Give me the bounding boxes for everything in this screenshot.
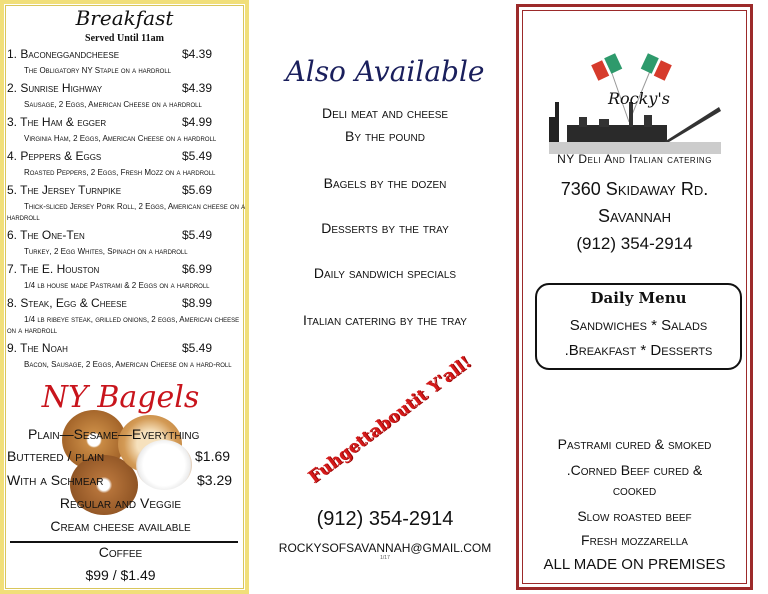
menu-item: [7, 227, 247, 261]
available-line: Daily sandwich specials: [313, 265, 457, 281]
available-line: By the pound: [345, 128, 425, 144]
specialty: cooked: [612, 482, 657, 498]
available-line: Deli meat and cheese: [321, 105, 449, 121]
item-desc: 1/4 lb house made Pastrami & 2 Eggs on a hardroll: [24, 281, 210, 290]
schmear-price: $3.29: [197, 472, 233, 488]
middle-phone: (912) 354-2914: [316, 508, 454, 530]
item-name: 1. Baconeggandcheese: [7, 47, 120, 61]
available-line: Bagels by the dozen: [323, 175, 447, 191]
item-price: $4.99: [181, 115, 212, 129]
schmear-label: With a Schmear: [7, 472, 104, 488]
breakfast-subtitle: Served Until 11am: [85, 33, 164, 44]
bagel-note-1: Regular and Veggie: [59, 495, 182, 511]
item-price: $5.49: [181, 149, 212, 163]
item-desc: The Obligatory NY Staple on a hardroll: [24, 66, 172, 75]
item-desc: Sausage, 2 Eggs, American Cheese on a hardroll: [24, 100, 202, 109]
buttered-label: Buttered / plain: [7, 448, 105, 464]
slogan: Fuhgettaboutit Y'all!: [304, 352, 476, 488]
daily-menu-title: Daily Menu: [590, 289, 687, 307]
available-line: Italian catering by the tray: [303, 312, 467, 328]
daily-menu-line: .Breakfast * Desserts: [564, 342, 713, 359]
item-desc: Turkey, 2 Egg Whites, Spinach on a hardroll: [24, 247, 188, 256]
also-available-title: Also Available: [285, 55, 485, 88]
specialty: Pastrami cured & smoked: [557, 436, 712, 452]
page-number: 1/17: [380, 555, 390, 561]
item-name: 8. Steak, Egg & Cheese: [7, 296, 127, 310]
menu-item: [7, 295, 247, 340]
menu-item: [7, 114, 247, 148]
daily-menu-box: [535, 283, 742, 370]
item-price: $5.49: [181, 228, 212, 242]
email: ROCKYSOFSAVANNAH@GMAIL.COM: [278, 541, 492, 555]
available-line: Desserts by the tray: [321, 220, 449, 236]
menu-item: [7, 340, 247, 374]
item-price: $8.99: [181, 296, 212, 310]
menu-item: [7, 182, 247, 227]
item-name: 3. The Ham & egger: [7, 115, 107, 129]
made-on-premises: ALL MADE ON PREMISES: [543, 556, 726, 573]
address: 7360 Skidaway Rd.: [560, 179, 709, 199]
item-price: $6.99: [181, 262, 212, 276]
breakfast-items: [7, 46, 247, 374]
city: Savannah: [598, 206, 671, 226]
coffee-label: Coffee: [98, 544, 143, 560]
item-name: 4. Peppers & Eggs: [7, 149, 102, 163]
bagel-note-2: Cream cheese available: [50, 518, 191, 534]
coffee-price: $99 / $1.49: [85, 567, 156, 583]
item-price: $5.49: [181, 341, 212, 355]
item-desc: Virginia Ham, 2 Eggs, American Cheese on a hardroll: [24, 134, 217, 143]
item-price: $4.39: [181, 47, 212, 61]
item-name: 6. The One-Ten: [7, 228, 85, 242]
item-desc: Roasted Peppers, 2 Eggs, Fresh Mozz on a hardroll: [24, 168, 216, 177]
buttered-price: $1.69: [195, 448, 231, 464]
menu-item: [7, 46, 247, 80]
menu-item: [7, 80, 247, 114]
daily-menu-line: Sandwiches * Salads: [569, 317, 708, 334]
right-panel: [516, 4, 753, 590]
specialty: Fresh mozzarella: [581, 532, 688, 548]
item-desc: 1/4 lb ribeye steak, grilled onions, 2 eggs, American cheese on a hardroll: [7, 315, 240, 335]
divider: [10, 541, 238, 543]
right-phone: (912) 354-2914: [576, 234, 693, 253]
specialty: .Corned Beef cured &: [566, 462, 703, 478]
item-desc: Thick-sliced Jersey Pork Roll, 2 Eggs, American cheese on a hardroll: [7, 202, 246, 222]
specialty: Slow roasted beef: [577, 508, 692, 524]
bagels-title: NY Bagels: [41, 380, 200, 415]
item-name: 7. The E. Houston: [7, 262, 100, 276]
tagline: NY Deli And Italian catering: [557, 152, 712, 166]
menu-item: [7, 148, 247, 182]
breakfast-title: Breakfast: [75, 6, 174, 30]
item-name: 5. The Jersey Turnpike: [7, 183, 122, 197]
bagel-varieties: Plain—Sesame—Everything: [28, 426, 200, 442]
item-name: 9. The Noah: [7, 341, 68, 355]
item-name: 2. Sunrise Highway: [7, 81, 103, 95]
item-price: $4.39: [181, 81, 212, 95]
menu-item: [7, 261, 247, 295]
item-price: $5.69: [181, 183, 212, 197]
logo-text: Rocky's: [608, 89, 670, 108]
item-desc: Bacon, Sausage, 2 Eggs, American Cheese on a hard-roll: [24, 360, 232, 369]
